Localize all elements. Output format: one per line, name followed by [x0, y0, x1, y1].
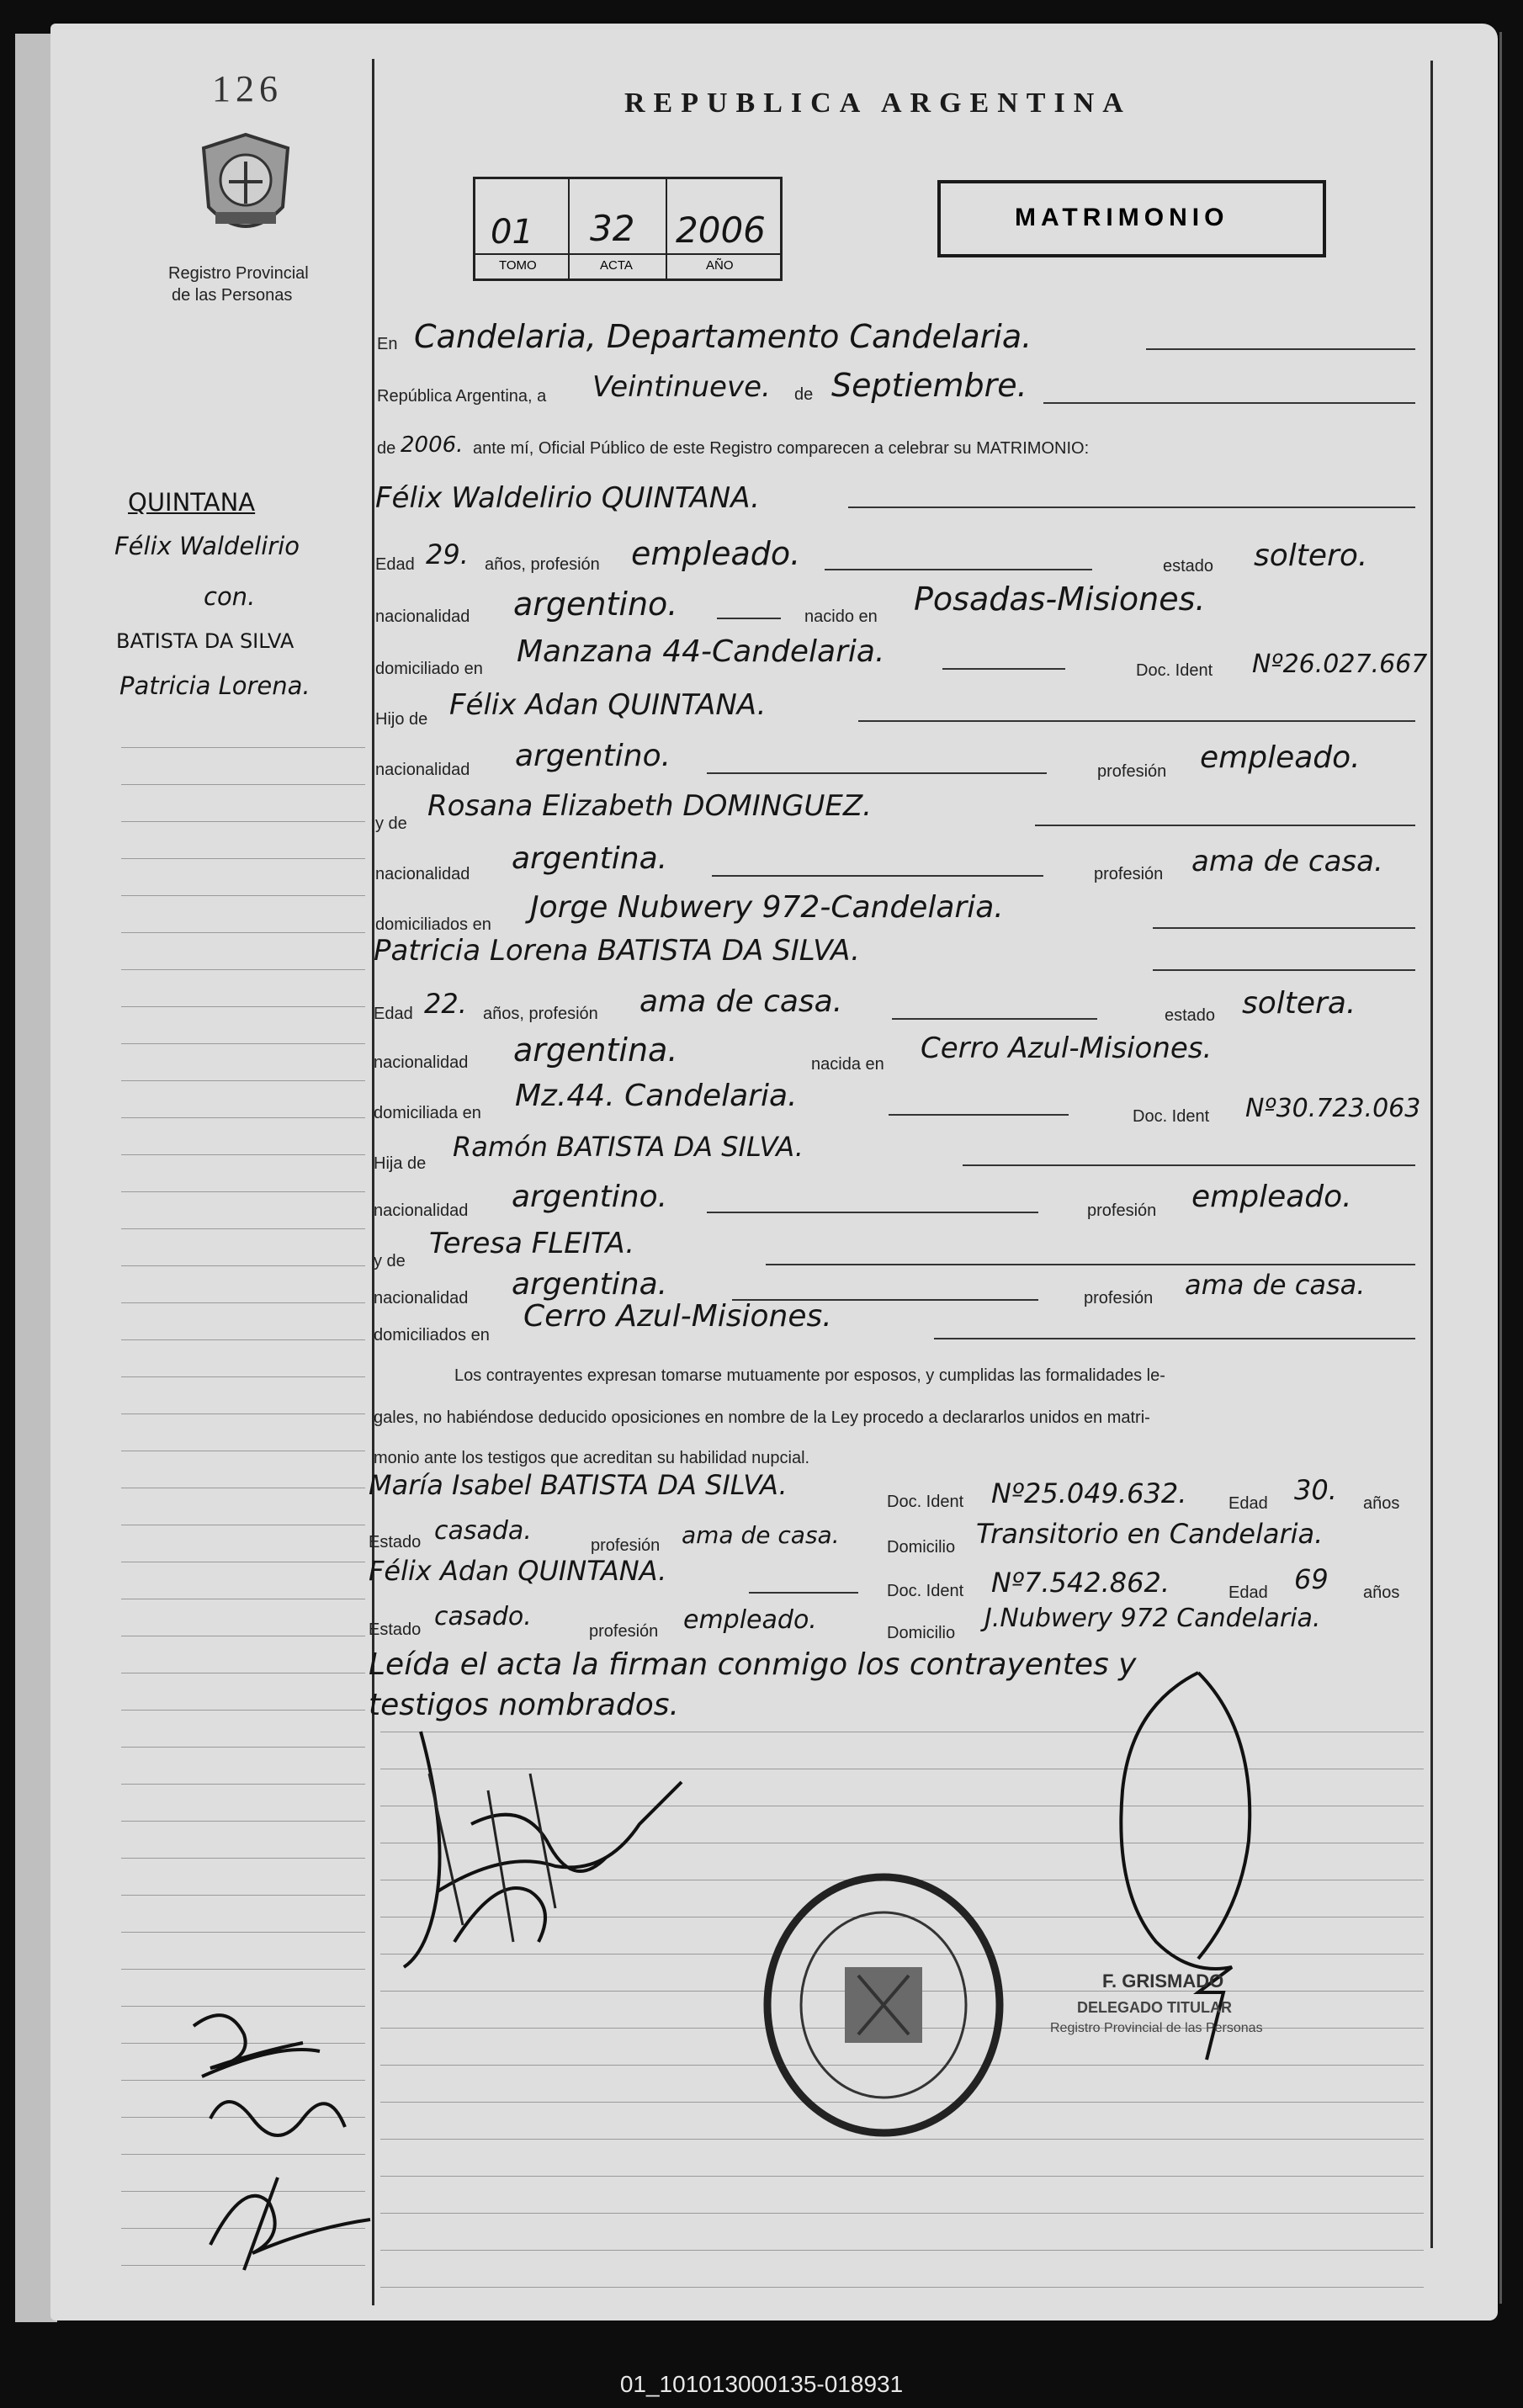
label-hija-de: Hija de — [374, 1154, 427, 1173]
margin-spouse-given: Patricia Lorena. — [119, 671, 310, 700]
margin-given-names: Félix Waldelirio — [114, 532, 300, 560]
label-estado-witness: Estado — [369, 1533, 422, 1551]
bride-nationality: argentina. — [513, 1032, 678, 1069]
label-domiciliados-en: domiciliados en — [374, 1326, 490, 1345]
witness1-age: 30. — [1294, 1474, 1337, 1506]
ruled-line — [121, 1043, 365, 1044]
groom-parents-address: Jorge Nubwery 972-Candelaria. — [530, 890, 1004, 925]
ruled-line — [380, 2176, 1424, 2177]
ruled-line — [121, 1117, 365, 1118]
label-doc-ident: Doc. Ident — [1133, 1107, 1210, 1126]
label-estado-witness: Estado — [369, 1620, 422, 1639]
label-republica: República Argentina, a — [377, 387, 547, 406]
label-nacionalidad: nacionalidad — [375, 865, 470, 883]
fill-line — [1146, 348, 1415, 350]
ruled-line — [121, 1080, 365, 1081]
declaration-line1: Los contrayentes expresan tomarse mutuamente por esposos, y cumplidas las formalidades le- — [454, 1366, 1165, 1385]
witness2-age: 69 — [1294, 1563, 1329, 1595]
groom-mother: Rosana Elizabeth DOMINGUEZ. — [427, 789, 872, 823]
label-edad: Edad — [375, 555, 415, 574]
fill-line — [717, 618, 781, 619]
file-caption: 01_101013000135-018931 — [619, 2371, 904, 2397]
label-nacionalidad: nacionalidad — [375, 761, 470, 779]
witness2-doc: Nº7.542.862. — [991, 1567, 1170, 1599]
label-domicilio-witness: Domicilio — [887, 1538, 956, 1557]
ruled-line — [380, 2213, 1424, 2214]
bride-profession: ama de casa. — [639, 984, 843, 1019]
label-anos-profesion: años, profesión — [483, 1005, 598, 1023]
fill-line — [1153, 969, 1415, 971]
fill-line — [848, 507, 1415, 508]
groom-address: Manzana 44-Candelaria. — [517, 634, 885, 669]
fill-line — [749, 1592, 858, 1594]
closing-line1: Leída el acta la firman conmigo los contrayentes y — [369, 1647, 1137, 1682]
fill-line — [963, 1164, 1415, 1166]
label-domiciliada-en: domiciliada en — [374, 1104, 481, 1122]
left-margin-rule — [372, 59, 374, 2305]
bride-name: Patricia Lorena BATISTA DA SILVA. — [374, 934, 860, 968]
label-nacionalidad: nacionalidad — [374, 1053, 469, 1072]
label-y-de: y de — [375, 814, 407, 833]
label-profesion: profesión — [1084, 1289, 1154, 1307]
margin-surname: QUINTANA — [128, 488, 256, 517]
ruled-line — [121, 1969, 365, 1970]
ano-value: 2006 — [676, 210, 766, 251]
witness2-status: casado. — [434, 1602, 532, 1631]
official-registry-stamp: Registro Provincial de las Personas — [1050, 2021, 1263, 2035]
label-profesion: profesión — [1094, 865, 1164, 883]
fill-line — [1153, 927, 1415, 929]
groom-father: Félix Adan QUINTANA. — [449, 688, 767, 722]
margin-con: con. — [204, 582, 256, 611]
fill-line — [934, 1338, 1415, 1339]
bride-doc: Nº30.723.063 — [1245, 1094, 1421, 1123]
label-nacido-en: nacido en — [804, 607, 878, 626]
bride-mother-nationality: argentina. — [512, 1267, 668, 1302]
fill-line — [1043, 402, 1415, 404]
label-de: de — [794, 385, 814, 404]
groom-profession: empleado. — [631, 535, 801, 572]
label-edad-witness: Edad — [1228, 1583, 1268, 1602]
label-nacida-en: nacida en — [811, 1055, 884, 1074]
ruled-line — [121, 1821, 365, 1822]
label-profesion: profesión — [1097, 762, 1167, 781]
label-edad-witness: Edad — [1228, 1494, 1268, 1513]
witness1-status: casada. — [434, 1516, 532, 1546]
label-de-year: de — [377, 439, 396, 458]
registry-label-line2: de las Personas — [172, 286, 293, 305]
witness2-name: Félix Adan QUINTANA. — [369, 1555, 667, 1587]
declaration-line2: gales, no habiéndose deducido oposiciones en nombre de la Ley procedo a declararlos unidos en matri- — [374, 1408, 1150, 1427]
groom-status: soltero. — [1254, 538, 1368, 573]
label-nacionalidad: nacionalidad — [374, 1289, 469, 1307]
label-domicilio-witness: Domicilio — [887, 1624, 956, 1642]
groom-age: 29. — [426, 538, 469, 570]
witness1-name: María Isabel BATISTA DA SILVA. — [369, 1469, 788, 1501]
label-profesion-witness: profesión — [591, 1536, 661, 1555]
official-title-stamp: DELEGADO TITULAR — [1077, 1999, 1232, 2016]
bride-age: 22. — [424, 988, 467, 1020]
label-hijo-de: Hijo de — [375, 710, 428, 729]
label-y-de: y de — [374, 1252, 406, 1270]
ruled-line — [121, 969, 365, 970]
closing-line2: testigos nombrados. — [369, 1688, 679, 1722]
bride-status: soltera. — [1242, 986, 1356, 1021]
ruled-line — [121, 1747, 365, 1748]
label-profesion-witness: profesión — [589, 1622, 659, 1641]
record-type-box — [937, 180, 1326, 257]
ruled-line — [121, 858, 365, 859]
bride-address: Mz.44. Candelaria. — [515, 1079, 798, 1113]
ruled-line — [121, 1154, 365, 1155]
label-domiciliado-en: domiciliado en — [375, 660, 483, 678]
bride-parents-address: Cerro Azul-Misiones. — [523, 1299, 832, 1334]
ruled-line — [380, 2250, 1424, 2251]
witness2-profession: empleado. — [683, 1605, 817, 1635]
label-edad: Edad — [374, 1005, 413, 1023]
country-header: REPUBLICA ARGENTINA — [624, 88, 1132, 119]
ruled-line — [121, 1006, 365, 1007]
groom-nationality: argentino. — [513, 586, 678, 623]
acta-label: ACTA — [600, 258, 633, 273]
ruled-line — [121, 1265, 365, 1266]
fill-line — [858, 720, 1415, 722]
declaration-line3: monio ante los testigos que acreditan su habilidad nupcial. — [374, 1449, 810, 1467]
right-border-rule — [1430, 61, 1433, 2248]
ruled-line — [121, 1895, 365, 1896]
bride-father-profession: empleado. — [1191, 1180, 1352, 1214]
coat-of-arms-icon — [195, 131, 296, 249]
sheet-edge-rule — [1499, 32, 1502, 2304]
acta-value: 32 — [590, 208, 635, 249]
record-number-box — [473, 177, 783, 281]
place-value: Candelaria, Departamento Candelaria. — [414, 318, 1032, 355]
fill-line — [707, 1212, 1038, 1213]
fill-line — [1035, 825, 1415, 826]
fill-line — [942, 668, 1065, 670]
groom-name: Félix Waldelirio QUINTANA. — [375, 481, 760, 515]
register-page — [50, 24, 1498, 2320]
page-number: 126 — [212, 68, 283, 109]
fill-line — [766, 1264, 1415, 1265]
bride-father: Ramón BATISTA DA SILVA. — [453, 1131, 804, 1163]
ruled-line — [121, 1339, 365, 1340]
fill-line — [825, 569, 1092, 570]
label-domiciliados-en: domiciliados en — [375, 915, 491, 934]
label-nacionalidad: nacionalidad — [374, 1201, 469, 1220]
record-type: MATRIMONIO — [1015, 204, 1229, 231]
ruled-line — [121, 895, 365, 896]
groom-father-nationality: argentino. — [515, 739, 671, 773]
groom-father-profession: empleado. — [1200, 740, 1361, 775]
fill-line — [712, 875, 1043, 877]
bride-father-nationality: argentino. — [512, 1180, 668, 1214]
witness1-doc: Nº25.049.632. — [991, 1477, 1187, 1509]
groom-doc: Nº26.027.667 — [1252, 650, 1428, 679]
groom-mother-profession: ama de casa. — [1191, 845, 1383, 878]
ruled-line — [121, 1710, 365, 1711]
official-seal-icon — [757, 1866, 1010, 2144]
label-anos-witness: años — [1363, 1583, 1400, 1602]
ruled-line — [121, 1191, 365, 1192]
witness2-domicile: J.Nubwery 972 Candelaria. — [984, 1604, 1321, 1633]
ruled-line — [121, 1858, 365, 1859]
label-ante-mi: ante mí, Oficial Público de este Registro comparecen a celebrar su MATRIMONIO: — [473, 439, 1090, 458]
ruled-line — [121, 821, 365, 822]
fill-line — [707, 772, 1047, 774]
day-value: Veintinueve. — [592, 370, 771, 404]
label-doc-ident-witness: Doc. Ident — [887, 1493, 964, 1511]
label-en: En — [377, 335, 398, 353]
tomo-label: TOMO — [499, 258, 537, 273]
ruled-line — [121, 1932, 365, 1933]
bride-mother-profession: ama de casa. — [1185, 1269, 1366, 1301]
ruled-line — [121, 747, 365, 748]
ruled-line — [121, 1784, 365, 1785]
registry-label-line1: Registro Provincial — [168, 264, 309, 283]
label-doc-ident-witness: Doc. Ident — [887, 1582, 964, 1600]
label-estado: estado — [1163, 557, 1214, 575]
year-value: 2006. — [401, 432, 464, 458]
ruled-line — [121, 932, 365, 933]
fill-line — [889, 1114, 1069, 1116]
fill-line — [892, 1018, 1097, 1020]
ruled-line — [380, 2287, 1424, 2288]
groom-mother-nationality: argentina. — [512, 841, 668, 876]
bride-birthplace: Cerro Azul-Misiones. — [921, 1032, 1213, 1065]
witness-signatures-icon — [177, 1992, 429, 2278]
month-value: Septiembre. — [831, 367, 1027, 404]
official-name-stamp: F. GRISMADO — [1102, 1970, 1224, 1992]
label-anos-witness: años — [1363, 1494, 1400, 1513]
label-doc-ident: Doc. Ident — [1136, 661, 1213, 680]
ano-label: AÑO — [706, 258, 734, 273]
label-anos-profesion: años, profesión — [485, 555, 600, 574]
label-nacionalidad: nacionalidad — [375, 607, 470, 626]
witness1-domicile: Transitorio en Candelaria. — [976, 1518, 1324, 1550]
witness1-profession: ama de casa. — [682, 1521, 840, 1549]
ruled-line — [121, 1228, 365, 1229]
label-estado: estado — [1165, 1006, 1216, 1025]
label-profesion: profesión — [1087, 1201, 1157, 1220]
groom-signature-icon — [387, 1723, 707, 2009]
bride-mother: Teresa FLEITA. — [429, 1227, 635, 1260]
groom-birthplace: Posadas-Misiones. — [914, 581, 1206, 618]
ruled-line — [121, 784, 365, 785]
ruled-line — [121, 1302, 365, 1303]
ruled-line — [121, 1376, 365, 1377]
margin-spouse-surname: BATISTA DA SILVA — [116, 629, 295, 653]
tomo-value: 01 — [491, 213, 533, 252]
